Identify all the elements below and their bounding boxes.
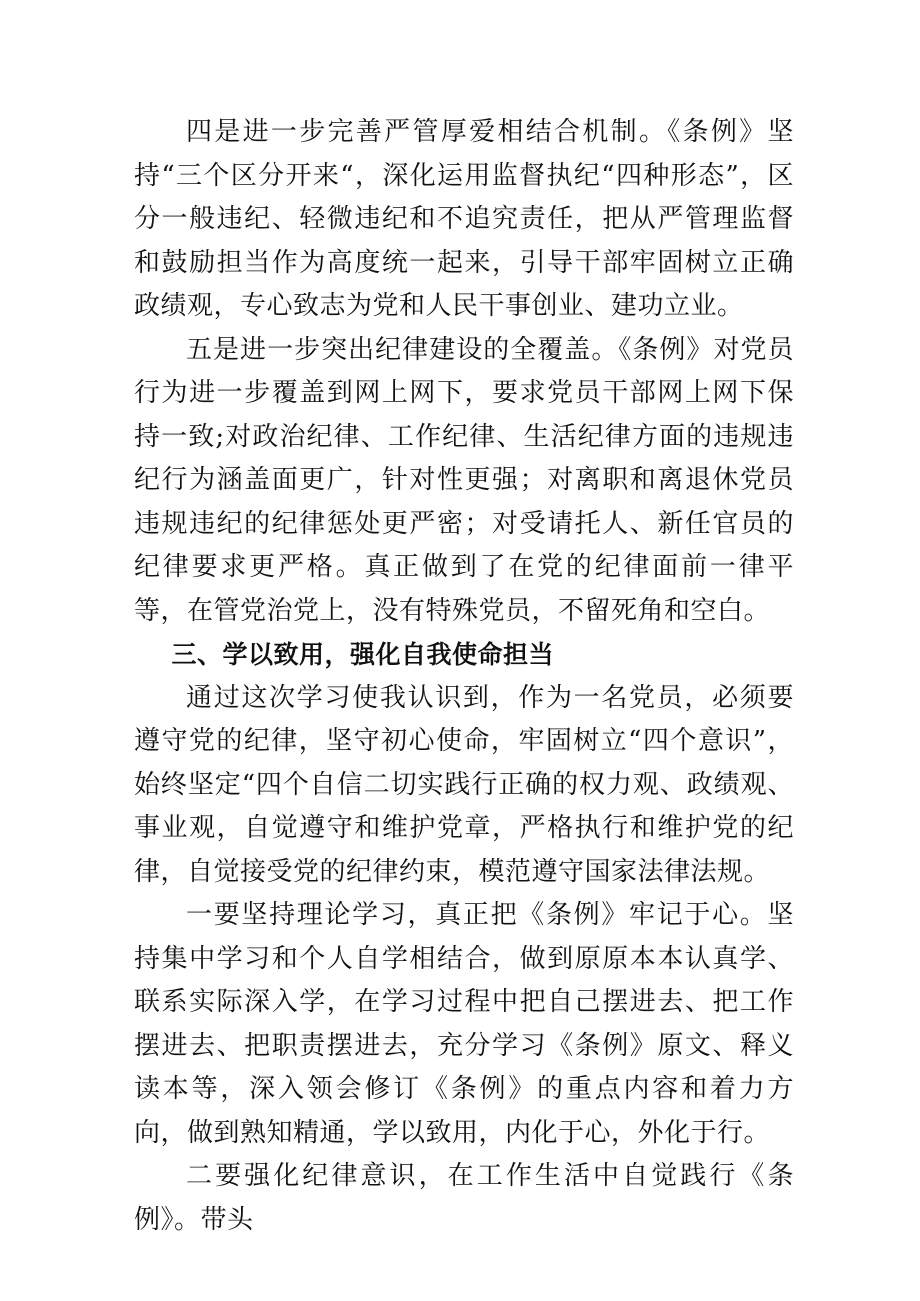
section-heading-three: 三、学以致用，强化自我使命担当 (171, 640, 555, 669)
document-body (134, 111, 794, 1242)
paragraph-five-full-coverage: 五是进一步突出纪律建设的全覆盖。《条例》对党员行为进一步覆盖到网上网下，要求党员干部网上网下保持一致;对政治纪律、工作纪律、生活纪律方面的违规违纪行为涵盖面更广，针对性更强；对离职和离退休党员违规违纪的纪律惩处更严密；对受请托人、新任官员的纪律要求更严格。真正做到了在党的纪律面前一律平等，在管党治党上，没有特殊党员，不留死角和空白。 (134, 334, 794, 626)
paragraph-four-improve-mechanism: 四是进一步完善严管厚爱相结合机制。《条例》坚持“三个区分开来“，深化运用监督执纪“四种形态”，区分一般违纪、轻微违纪和不追究责任，把从严管理监督和鼓励担当作为高度统一起来，引导干部牢固树立正确政绩观，专心致志为党和人民干事创业、建功立业。 (134, 117, 794, 321)
paragraph-two-discipline-awareness: 二要强化纪律意识，在工作生活中自觉践行《条例》。带头 (134, 1161, 794, 1235)
paragraph-one-theory-study: 一要坚持理论学习，真正把《条例》牢记于心。坚持集中学习和个人自学相结合，做到原原本本认真学、联系实际深入学，在学习过程中把自己摆进去、把工作摆进去、把职责摆进去，充分学习《条例》原文、释义读本等，深入领会修订《条例》的重点内容和着力方向，做到熟知精通，学以致用，内化于心，外化于行。 (134, 900, 794, 1148)
paragraph-understanding: 通过这次学习使我认识到，作为一名党员，必须要遵守党的纪律，坚守初心使命，牢固树立“四个意识”，始终坚定“四个自信二切实践行正确的权力观、政绩观、事业观，自觉遵守和维护党章，严格执行和维护党的纪律，自觉接受党的纪律约束，模范遵守国家法律法规。 (134, 682, 794, 887)
